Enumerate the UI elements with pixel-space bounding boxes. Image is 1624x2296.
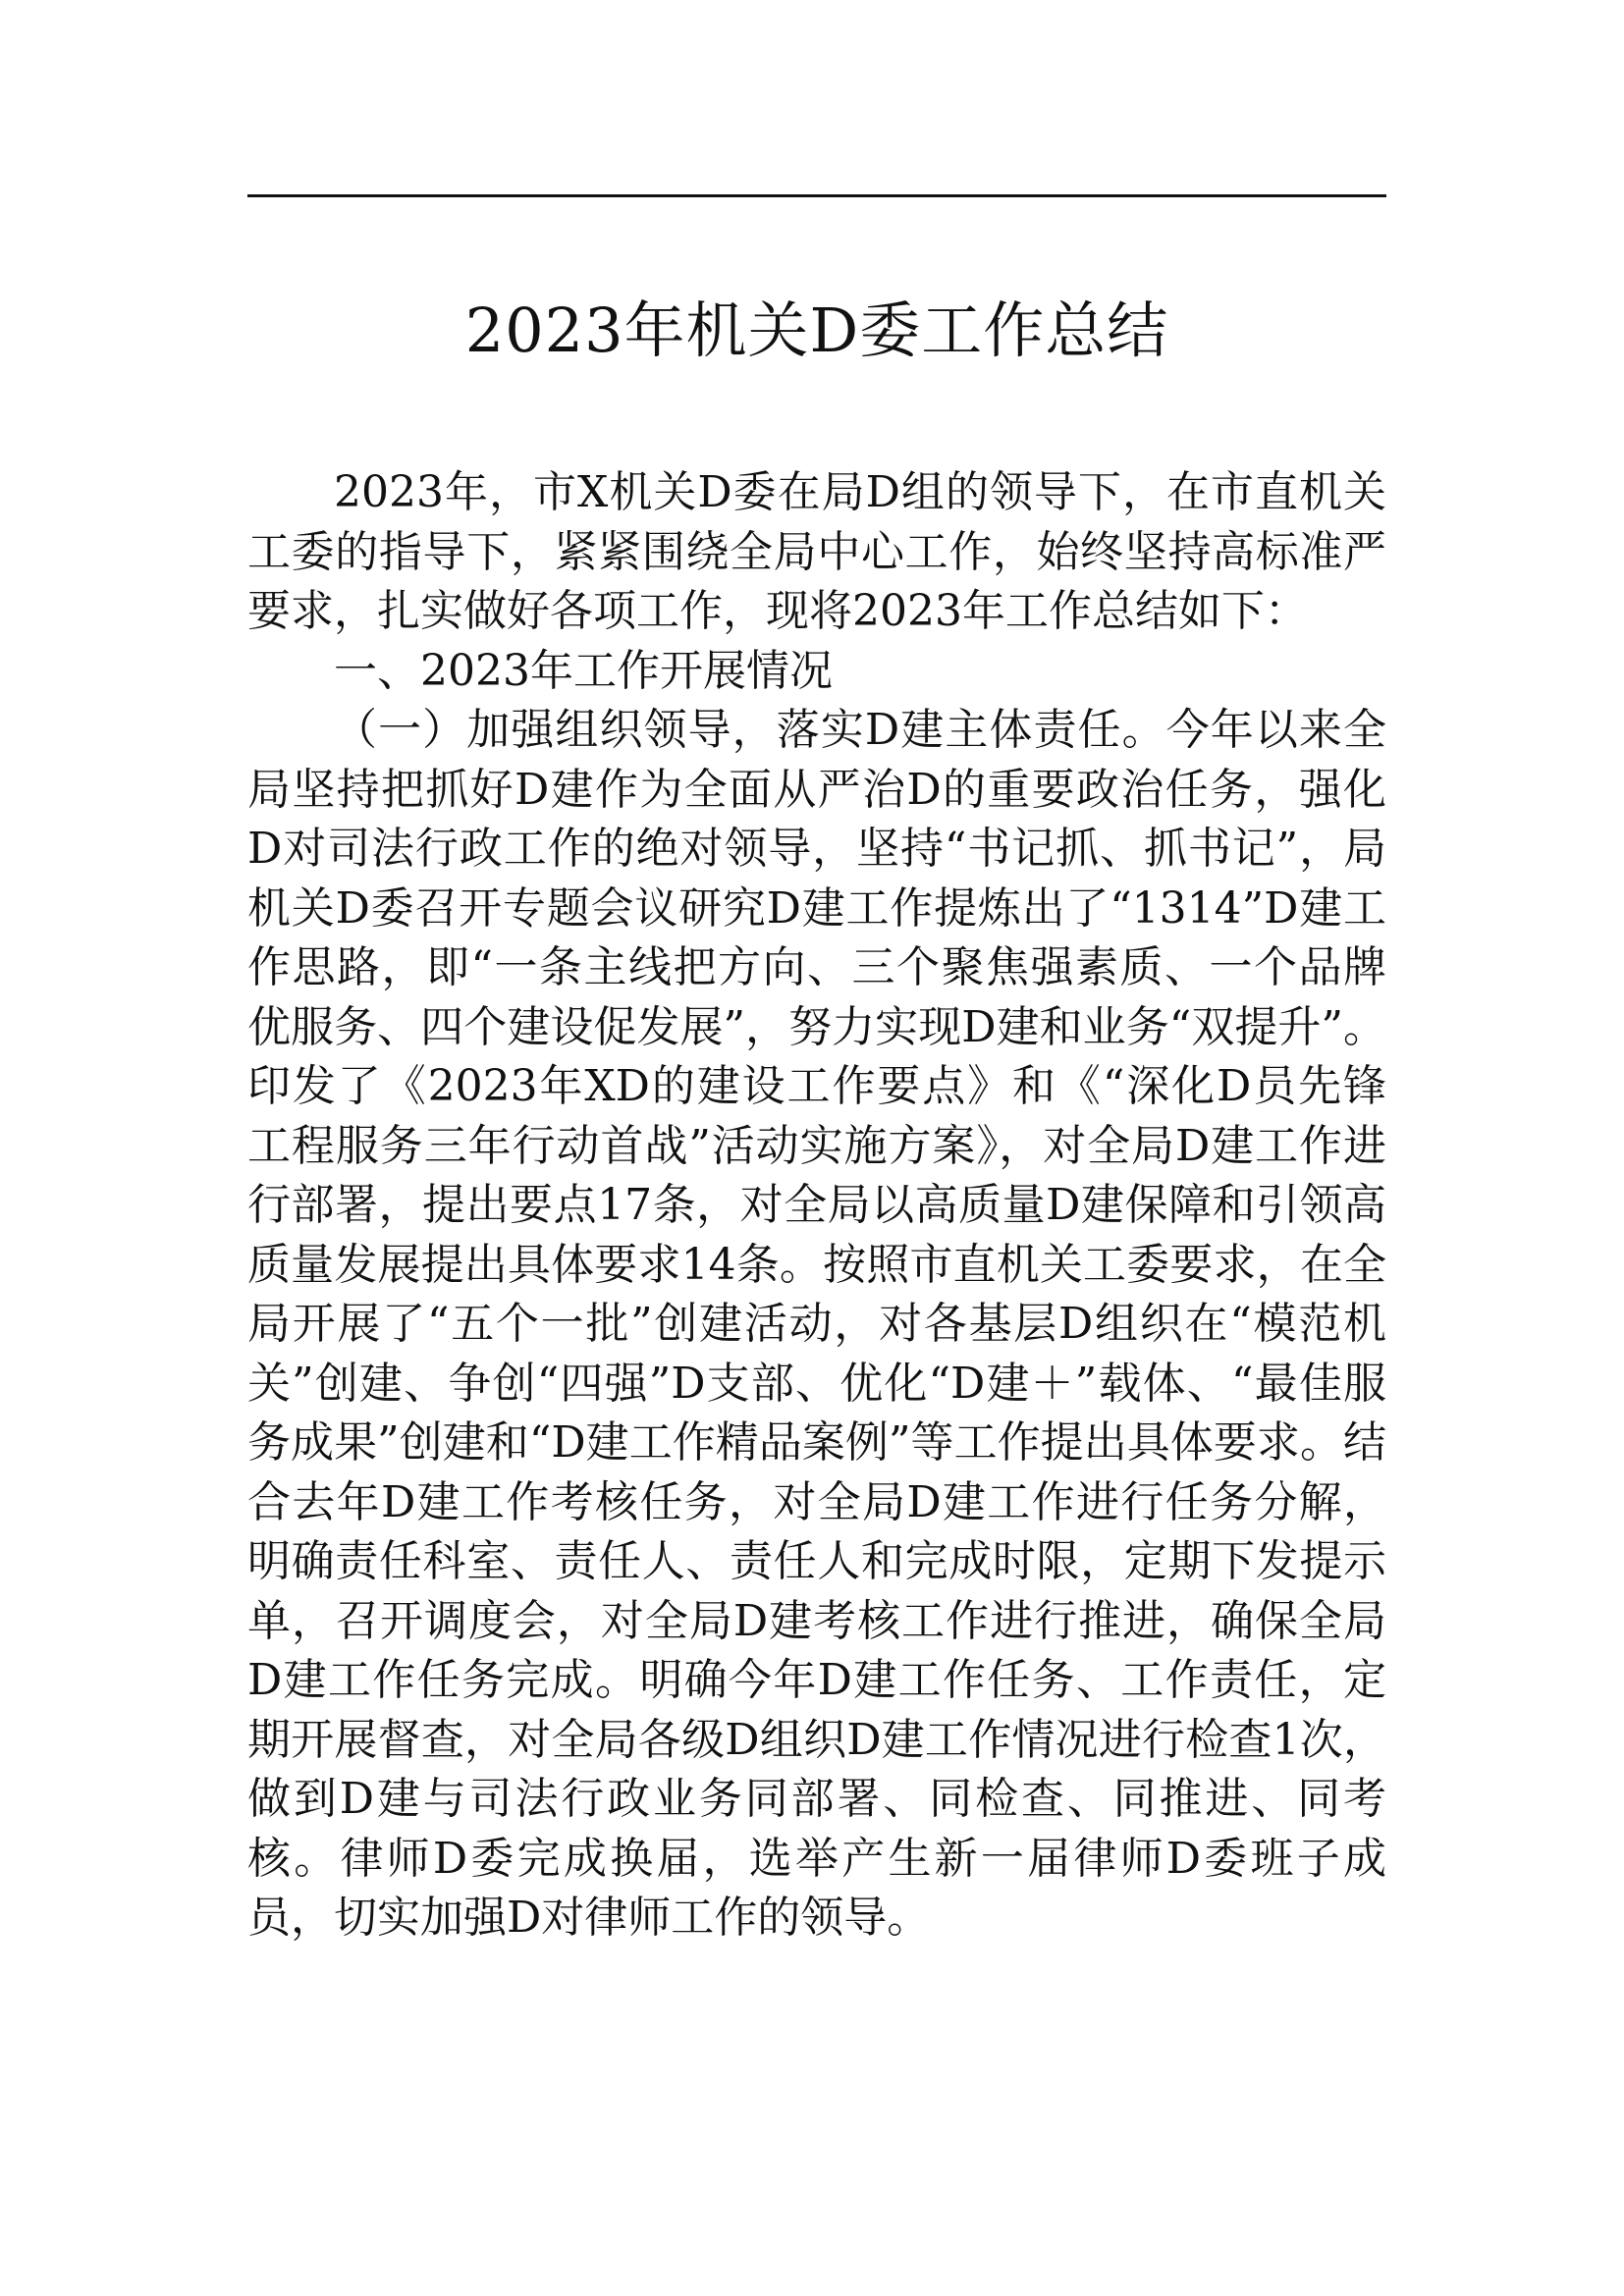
document-title: 2023年机关D委工作总结 <box>464 294 1169 366</box>
document-body <box>247 463 1386 1949</box>
body-paragraph: （一）加强组织领导，落实D建主体责任。今年以来全局坚持把抓好D建作为全面从严治D的重要政治任务，强化D对司法行政工作的绝对领导，坚持“书记抓、抓书记”，局机关D委召开专题会议研究D建工作提炼出了“1314”D建工作思路，即“一条主线把方向、三个聚焦强素质、一个品牌优服务、四个建设促发展”，努力实现D建和业务“双提升”。印发了《2023年XD的建设工作要点》和《“深化D员先锋工程服务三年行动首战”活动实施方案》，对全局D建工作进行部署，提出要点17条，对全局以高质量D建保障和引领高质量发展提出具体要求14条。按照市直机关工委要求，在全局开展了“五个一批”创建活动，对各基层D组织在“模范机关”创建、争创“四强”D支部、优化“D建＋”载体、“最佳服务成果”创建和“D建工作精品案例”等工作提出具体要求。结合去年D建工作考核任务，对全局D建工作进行任务分解，明确责任科室、责任人、责任人和完成时限，定期下发提示单，召开调度会，对全局D建考核工作进行推进，确保全局D建工作任务完成。明确今年D建工作任务、工作责任，定期开展督查，对全局各级D组织D建工作情况进行检查1次，做到D建与司法行政业务同部署、同检查、同推进、同考核。律师D委完成换届，选举产生新一届律师D委班子成员，切实加强D对律师工作的领导。 <box>247 705 1386 1943</box>
intro-paragraph: 2023年，市X机关D委在局D组的领导下，在市直机关工委的指导下，紧紧围绕全局中心工作，始终坚持高标准严要求，扎实做好各项工作，现将2023年工作总结如下： <box>247 467 1386 636</box>
section-heading: 一、2023年工作开展情况 <box>334 645 833 696</box>
header-rule <box>247 194 1386 197</box>
